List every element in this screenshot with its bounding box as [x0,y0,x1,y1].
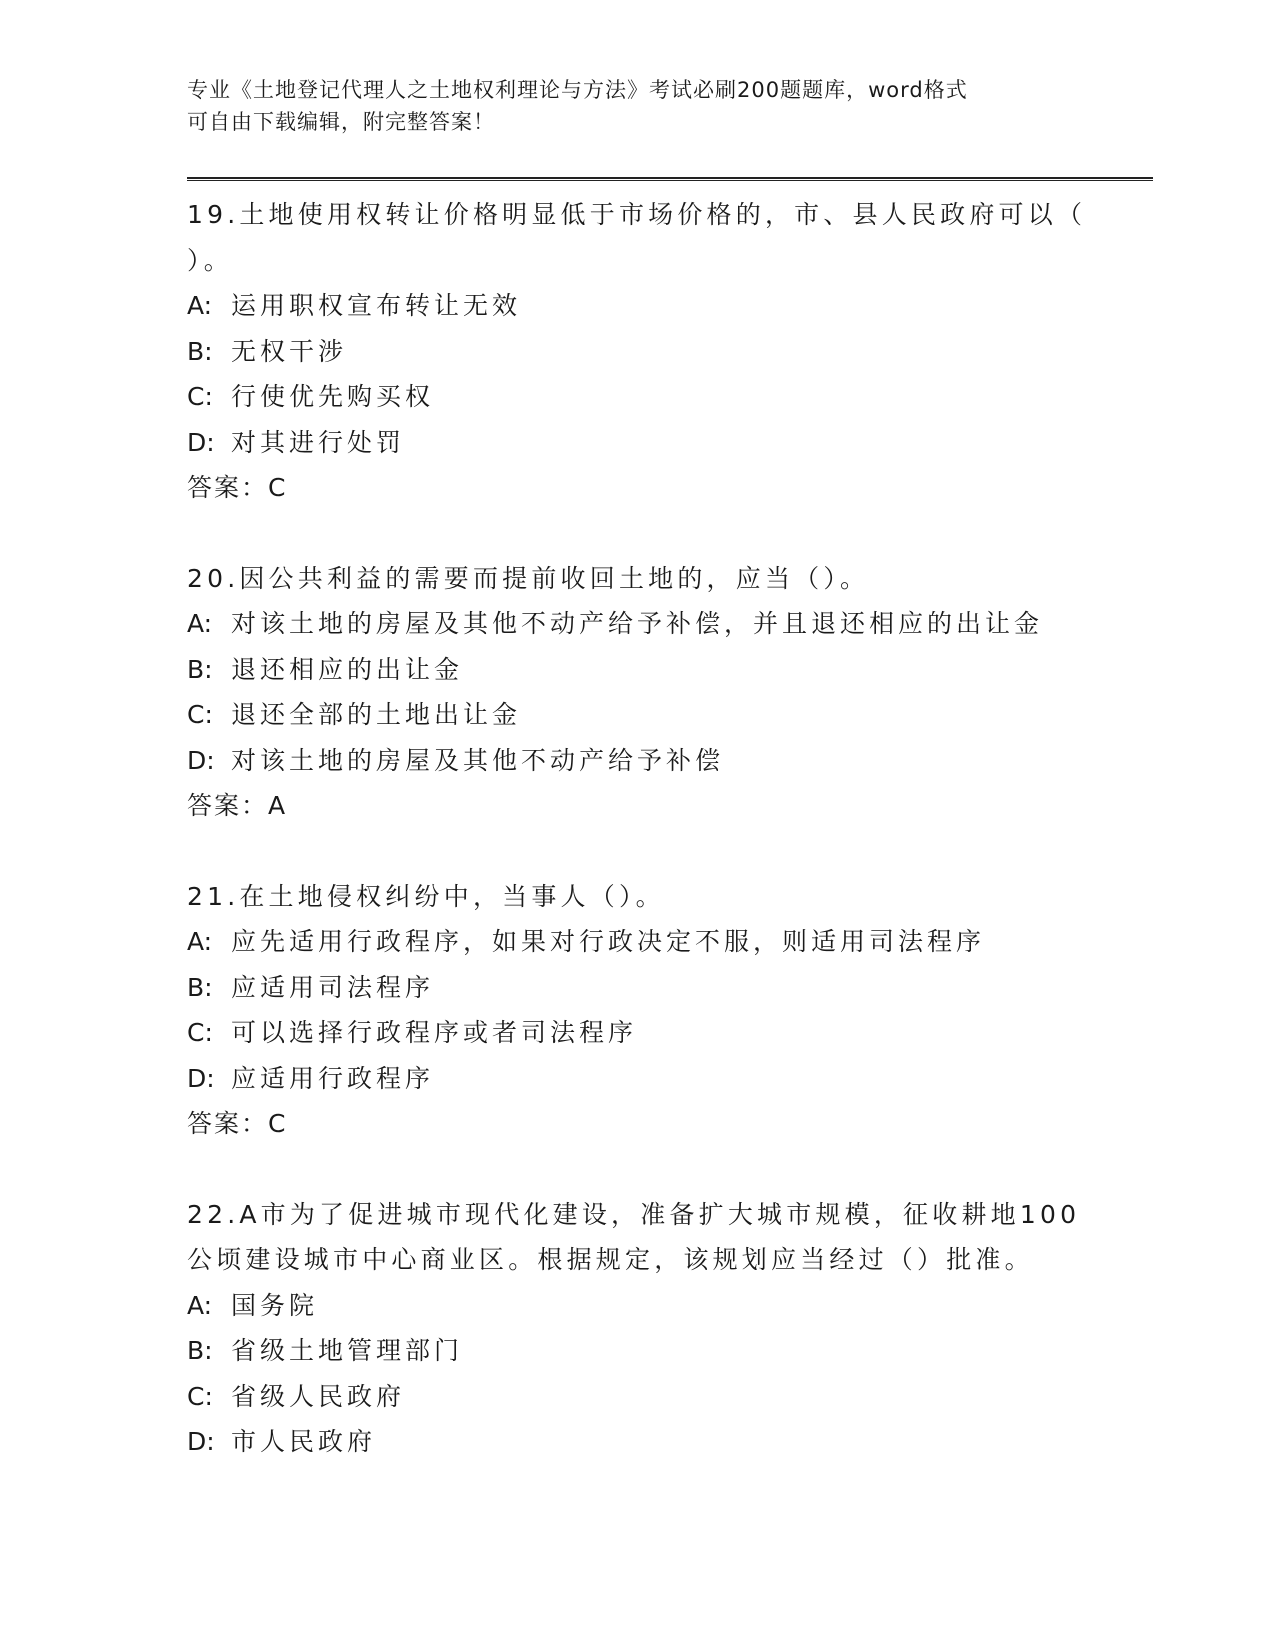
option-text: 行使优先购买权 [231,382,435,411]
option-letter: C: [187,382,213,411]
option-text: 对该土地的房屋及其他不动产给予补偿 [231,745,725,775]
option-a [187,283,1087,329]
option-a [187,919,1087,965]
option-letter: D: [187,745,215,775]
option-text: 对其进行处罚 [231,427,406,457]
header-divider [187,177,1153,181]
option-b [187,647,1087,693]
option-text: 对该土地的房屋及其他不动产给予补偿，并且退还相应的出让金 [231,609,1044,638]
stem-line: 21.在土地侵权纠纷中，当事人（）。 [187,881,665,911]
option-letter: A: [187,1290,213,1320]
option-letter: B: [187,654,213,684]
option-d [187,738,1087,784]
option-letter: D: [187,427,215,457]
option-letter: B: [187,336,213,366]
option-text: 退还全部的土地出让金 [231,700,522,729]
option-c [187,692,1087,738]
question-22 [187,1192,1087,1465]
option-c [187,374,1087,420]
answer-line: 答案：C [187,1109,288,1138]
header-line-2: 可自由下载编辑，附完整答案！ [187,110,495,134]
option-text: 省级人民政府 [231,1381,406,1411]
question-stem [187,192,1087,283]
option-c [187,1374,1087,1420]
question-stem [187,874,1087,920]
stem-line: 19.土地使用权转让价格明显低于市场价格的，市、县人民政府可以（ [187,200,1087,229]
option-b [187,329,1087,375]
option-text: 应适用行政程序 [231,1063,435,1093]
option-text: 市人民政府 [231,1427,377,1456]
option-text: 应先适用行政程序，如果对行政决定不服，则适用司法程序 [231,927,986,956]
option-d [187,1056,1087,1102]
question-list [187,192,1087,1510]
option-text: 无权干涉 [231,336,348,366]
option-text: 国务院 [231,1290,319,1320]
stem-line: 22.A市为了促进城市现代化建设，准备扩大城市规模，征收耕地100 [187,1199,1081,1229]
option-letter: D: [187,1063,215,1093]
option-letter: D: [187,1427,215,1456]
option-b [187,965,1087,1011]
option-letter: C: [187,700,213,729]
header-line-1: 专业《土地登记代理人之土地权利理论与方法》考试必刷200题题库，word格式 [187,78,968,102]
option-d [187,420,1087,466]
option-a [187,601,1087,647]
option-letter: A: [187,609,213,638]
option-text: 退还相应的出让金 [231,654,464,684]
question-stem [187,1192,1087,1283]
document-header [187,74,1087,138]
option-text: 可以选择行政程序或者司法程序 [231,1018,638,1047]
question-21 [187,874,1087,1147]
stem-line: ）。 [187,245,233,275]
stem-line: 20.因公共利益的需要而提前收回土地的，应当（）。 [187,563,870,593]
option-text: 省级土地管理部门 [231,1336,464,1365]
question-stem [187,556,1087,602]
answer-line: 答案：C [187,473,288,502]
option-letter: A: [187,927,213,956]
question-19 [187,192,1087,511]
option-text: 运用职权宣布转让无效 [231,291,522,320]
option-letter: C: [187,1381,213,1411]
option-text: 应适用司法程序 [231,972,435,1002]
option-letter: A: [187,291,213,320]
option-a [187,1283,1087,1329]
option-letter: B: [187,972,213,1002]
answer-line: 答案：A [187,791,288,820]
option-letter: C: [187,1018,213,1047]
option-letter: B: [187,1336,213,1365]
question-20 [187,556,1087,829]
option-c [187,1010,1087,1056]
stem-line: 公顷建设城市中心商业区。根据规定，该规划应当经过（）批准。 [187,1245,1034,1274]
option-b [187,1328,1087,1374]
option-d [187,1419,1087,1465]
